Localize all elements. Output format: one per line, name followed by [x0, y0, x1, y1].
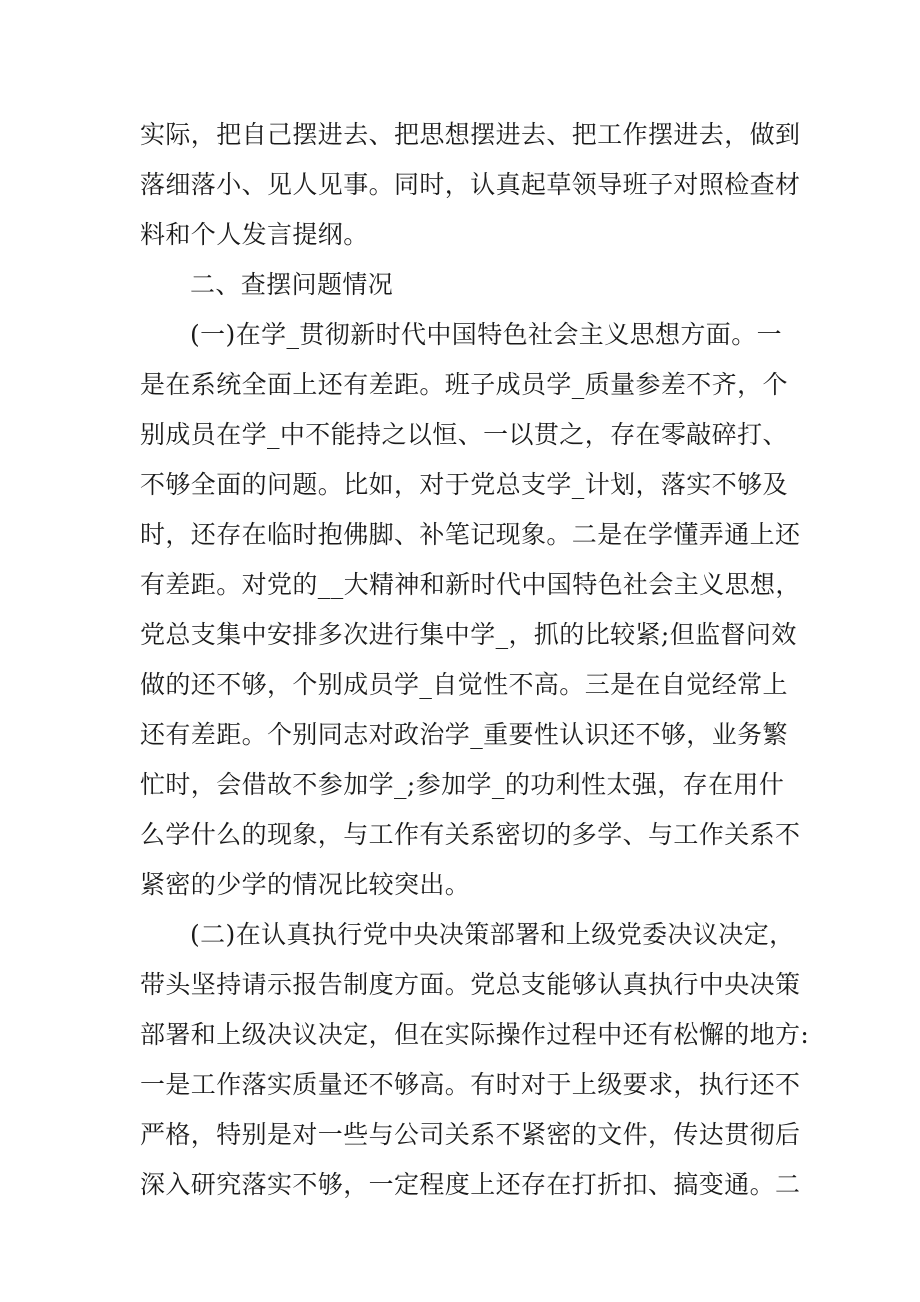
paragraph-1-start: (一)在学_贯彻新时代中国特色社会主义思想方面。一	[190, 320, 783, 349]
text-line-20: 一是工作落实质量还不够高。有时对于上级要求，执行还不	[140, 1070, 801, 1099]
text-line-2: 落细落小、见人见事。同时，认真起草领导班子对照检查材	[140, 170, 801, 199]
text-line-15: 么学什么的现象，与工作有关系密切的多学、与工作关系不	[140, 820, 801, 849]
text-line-8: 不够全面的问题。比如，对于党总支学_计划，落实不够及	[140, 470, 788, 499]
text-line-10: 有差距。对党的__大精神和新时代中国特色社会主义思想，	[140, 570, 801, 599]
text-line-3: 料和个人发言提纲。	[140, 220, 369, 249]
section-heading: 二、查摆问题情况	[190, 270, 394, 299]
text-line-14: 忙时，会借故不参加学_;参加学_的功利性太强，存在用什	[140, 770, 785, 799]
text-line-13: 还有差距。个别同志对政治学_重要性认识还不够，业务繁	[140, 720, 788, 749]
text-line-19: 部署和上级决议决定，但在实际操作过程中还有松懈的地方:	[140, 1020, 810, 1049]
paragraph-2-start: (二)在认真执行党中央决策部署和上级党委决议决定，	[190, 920, 795, 949]
text-line-21: 严格，特别是对一些与公司关系不紧密的文件，传达贯彻后	[140, 1120, 801, 1149]
text-line-7: 别成员在学_中不能持之以恒、一以贯之，存在零敲碎打、	[140, 420, 788, 449]
text-line-18: 带头坚持请示报告制度方面。党总支能够认真执行中央决策	[140, 970, 801, 999]
text-line-12: 做的还不够，个别成员学_自觉性不高。三是在自觉经常上	[140, 670, 788, 699]
text-line-16: 紧密的少学的情况比较突出。	[140, 870, 471, 899]
text-line-11: 党总支集中安排多次进行集中学_，抓的比较紧;但监督问效	[140, 620, 797, 649]
text-line-9: 时，还存在临时抱佛脚、补笔记现象。二是在学懂弄通上还	[140, 520, 801, 549]
text-line-6: 是在系统全面上还有差距。班子成员学_质量参差不齐，个	[140, 370, 788, 399]
text-line-22: 深入研究落实不够，一定程度上还存在打折扣、搞变通。二	[140, 1170, 801, 1199]
text-line-1: 实际，把自己摆进去、把思想摆进去、把工作摆进去，做到	[140, 120, 801, 149]
